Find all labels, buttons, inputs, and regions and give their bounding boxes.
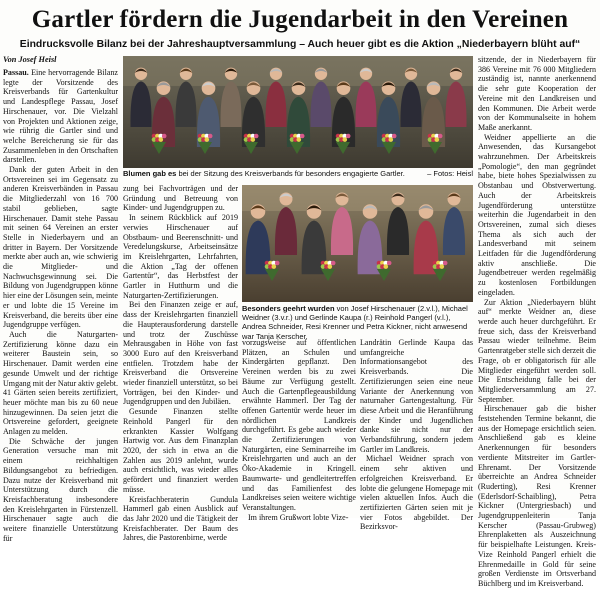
paragraph: Zur Aktion „Niederbayern blüht auf“ merkte Weidner an, diese werde auch heuer durchgeführt. Er freue sich, dass der Kreisverband Passau wieder teilnehme. Beim Gartenratgeber stelle sich derzeit die Frage, ob er obligatorisch für alle Mitglieder eingeführt werden soll. Die Entscheidung falle bei der Mitgliederversammlung am 27. September. bbox=[478, 297, 596, 404]
paragraph: vorzugsweise auf öffentlichen Plätzen, an Schulen und Kindergärten gepflanzt. Den Vereinen werden bis zu zwei Bäume zur Verfügung gestellt. Auch die Gartenpflegeausbildung erwähnte Hammerl. Der Tag der offenen Gartentür werde heuer im nördlichen Landkreis durchgeführt. Es gebe auch wieder die Zertifizierungen von Naturgärten, eine Seminarreihe im Kreislehrgarten und auch an der Öko-Akademie in Kringell. Baumwarte- und gendleitertreffen und das Familienfest des Landkreises seien weitere wichtige Veranstaltungen. bbox=[242, 338, 356, 512]
paragraph: In seinem Rückblick auf 2019 verwies Hirschenauer auf Obstbaum- und Beerenschnitt- und Veredelungskurse, Arbeitseinsätze im Kreislehrgarten, Lehrfahrten, die Aktion „Tag der offenen Gartentür“, das Herbstfest der Gartler in Hutthurm und die Naturgarten-Zertifizierungen. bbox=[123, 213, 238, 300]
caption-lead: Blumen gab es bbox=[123, 169, 177, 178]
caption-text: von Josef Hirschenauer (2.v.l.), Michael Weidner (3.v.r.) und Gerlinde Kaupa (r.) Reinhold Pangerl (v.l.), Andrea Schneider, Resi Krenner und Petra Kickner, nicht anwesend war Tanja Kerscher. bbox=[242, 304, 468, 341]
photo-caption-2 bbox=[242, 304, 473, 341]
paragraph: Kreisfachberaterin Gundula Hammerl gab einen Ausblick auf das Jahr 2020 und die Tätigkeit der Kreisfachberater. Der Baum des Jahres, die Pastorenbirne, werde bbox=[123, 494, 238, 543]
honorees-photo-image bbox=[242, 185, 473, 302]
caption-text: bei der Sitzung des Kreisverbands für besonders engagierte Gartler. bbox=[176, 169, 405, 178]
paragraph: Dank der guten Arbeit in den Ortsvereinen sei im Gegensatz zu anderen Kreisverbänden in Passau die Mitgliederzahl von 16 700 stabil geblieben, sagte Hirschenauer. Damit stehe Passau mit seinen 64 Vereinen an erster Stelle in Niederbayern und an dritter in Bayern. Der Vorsitzende merkte aber auch an, wie schwierig die Mitglieder- und Nachwuchsgewinnung sei. Die Bildung von Jugendgruppen könne hier eine der Lösungen sein, meinte er und lobte die 15 Vereine im Kreisverband, die bereits über eine Jugendgruppe verfügen. bbox=[3, 165, 118, 330]
caption-lead: Besonders geehrt wurden bbox=[242, 304, 335, 313]
paragraph: Auch die Naturgarten-Zertifizierung könne dazu ein weiterer Baustein sein, so Hirschenauer. Damit werden eine gesunde Umwelt und der richtige Umgang mit der Natur aktiv gelebt. 41 Gärten seien bereits zertifiziert, heuer möchte man bis zu 60 neue hinzugewinnen. Da seien jetzt die Ortsvereine gefordert, geeignete Anlagen zu melden. bbox=[3, 329, 118, 437]
paragraph: Michael Weidner sprach von einem sehr aktiven und erfolgreichen Kreisverband. Er lobte die gelungene Homepage mit vielen aktuellen Infos. Auch die zertifizierten Gärten seien mit je vier Fotos abgebildet. Der Bezirksvor- bbox=[360, 454, 473, 532]
paragraph: Im ihrem Grußwort lobte Vize- bbox=[248, 512, 349, 522]
author-line: Von Josef Heisl bbox=[3, 55, 57, 64]
photo-honorees bbox=[242, 185, 473, 302]
paragraph: Die Schwäche der jungen Generation versuche man mit einem reichhaltigen Bildungsangebot zu befriedigen. Dazu nutze der Kreisverband mit Unterstützung durch die Kreisfachberatung insbesondere den Kreislehrgarten in Fürstenzell. Hirschenauer sagte auch die weitere finanzielle Unterstützung für bbox=[3, 436, 118, 543]
paragraph: Bei den Finanzen zeige er auf, dass der Kreislehrgarten finanziell die Haupterausforderung darstelle und trotz der Zuschüsse Mehrausgaben in Höhe von fast 3000 Euro auf den Kreisverband entfielen. Trotzdem habe der Kreisverband die Ortsvereine wieder finanziell unterstützt, so bei Vorträgen, bei den Kinder- und Jugendgruppen und den Jubiläen. bbox=[123, 300, 238, 407]
article-headline: Gartler fördern die Jugendarbeit in den Vereinen bbox=[31, 6, 569, 33]
paragraph: Hirschenauer gab die bisher feststehenden Termine bekannt, die aus der Homepage ersichtlich seien. Anschließend gab es kleine Anerkennungen für besonders verdiente Mitstreiter im Gartler-Ehrenamt. Der Vorsitzende überreichte an Andrea Schneider (Ruderting), Resi Krenner (Ederlsdorf-Schaibling), Petra Kickner (Untergriesbach) und Jugendgruppenleiterin Tanja Kerscher (Passau-Grubweg) Ehrenplaketten als Auszeichnung für beispielhafte Leistungen. Kreis-Vize Reinhold Pangerl erhielt die Ehrenmedaille in Gold für seine großen Verdienste im Ortsverband Büchlberg und im Kreisverband. bbox=[478, 404, 596, 588]
text-column-5 bbox=[478, 55, 596, 588]
photo-caption-1 bbox=[123, 169, 473, 179]
group-photo-image bbox=[123, 56, 473, 168]
photo-credit: – Fotos: Heisl bbox=[427, 169, 473, 178]
text-column-4 bbox=[360, 338, 473, 532]
article-subheadline: Eindrucksvolle Bilanz bei der Jahreshauptversammlung – Auch heuer gibt es die Aktion „Niederbayern blüht auf“ bbox=[19, 39, 581, 50]
photo-group-flowers bbox=[123, 56, 473, 168]
dateline: Passau. bbox=[3, 68, 29, 77]
paragraph: sitzende, der in Niederbayern für 386 Vereine mit 76 000 Mitgliedern zuständig ist, nannte anerkennend die sehr gute Kooperation der Vereine mit den Landkreisen und den Kommunen. Die Arbeit werde von der Kommunalseite in hohem Maße anerkannt. bbox=[478, 55, 596, 132]
paragraph: Gesunde Finanzen stellte Reinhold Pangerl für den erkrankten Kassier Wolfgang Hartwig vor. Aus dem Finanzplan 2020, der sich in etwa an die Zahlen aus 2019 anlehnt, wurde auch ersichtlich, was wieder alles gefördert und finanziert werden müsse. bbox=[123, 407, 238, 494]
text-column-2 bbox=[123, 184, 238, 543]
text-column-1 bbox=[3, 55, 118, 543]
paragraph bbox=[3, 68, 118, 165]
text-column-3 bbox=[242, 338, 356, 522]
paragraph-text: Eine hervorragende Bilanz legte der Vorsitzende des Kreisverbands für Gartenkultur und Landespflege Passau, Josef Hirschenauer, vor. Die Vielzahl von Projekten und Aktionen zeige, wie rührig die Gartler sind und welche Bereicherung sie für das Zusammenleben in den Ortschaften darstellen. bbox=[3, 68, 118, 165]
paragraph: zung bei Fachvorträgen und der Gründung und Betreuung von Kinder- und Jugendgruppen zu. bbox=[123, 184, 238, 213]
paragraph: Weidner appellierte an die Anwesenden, das Kursangebot wahrzunehmen. Der Arbeitskreis „Pomologie“, den man gegründet habe, biete hohes Spezialwissen zu Obstanbau und Obstverwertung. Auch der Arbeitskreis Jugendförderung unterstütze weiterhin die Jugendarbeit in den Ortsvereinen, zumal sich dieses Thema als sich auch der Landesverband mit seinem Leitfaden für die Jugendförderung aktiv anschließe. Die Jugendbetreuer werden regelmäßig zu kostenlosen Fortbildungen eingeladen. bbox=[478, 132, 596, 297]
paragraph: Landrätin Gerlinde Kaupa das umfangreiche Informationsangebot des Kreisverbands. Die Zertifizierungen seien eine neue Variante der Anerkennung von naturnaher Gartengestaltung. Für diese Arbeit und die Heranführung der Kinder und Jugendlichen danke sie nicht nur der Verbandsführung, sondern jedem Gartler im Landkreis. bbox=[360, 338, 473, 454]
